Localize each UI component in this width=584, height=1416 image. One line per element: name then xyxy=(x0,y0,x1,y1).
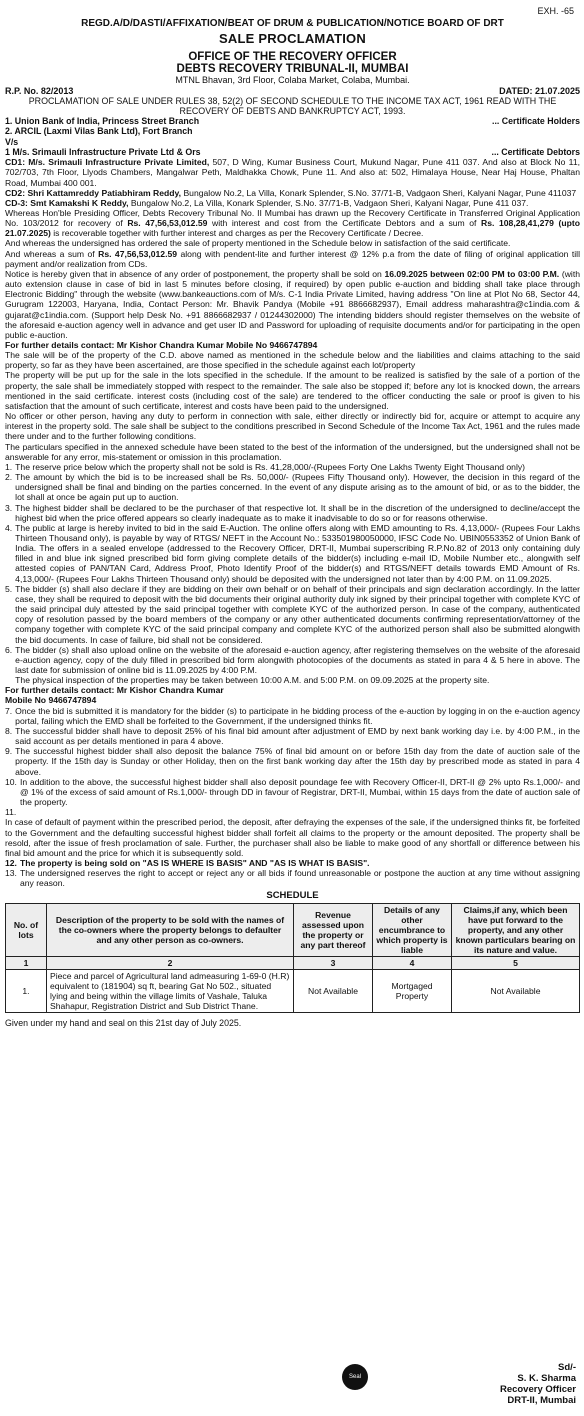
document-title: SALE PROCLAMATION xyxy=(219,31,366,46)
column-header: Description of the property to be sold with the names of the co-owners where the property belongs to defaulter and any other person as co-owners. xyxy=(47,904,294,957)
column-number: 2 xyxy=(47,957,294,970)
interest-paragraph: And whereas a sum of Rs. 47,56,53,012.59 along with pendent-lite and further interest @ 12% p.a from the date of filing of original application till payment and/or realization from CDs. xyxy=(5,248,580,269)
schedule-title: SCHEDULE xyxy=(266,890,319,902)
contact-mobile: Mobile No 9466747894 xyxy=(5,695,97,706)
condition-item: 9. The successful highest bidder shall also deposit the balance 75% of final bid amount on or before 15th day from the date of auction sale of the property. If the 15th day is Sunday or other Holiday, then on the first bank working day after the 15th day by prescribed mode as stated in para 4 above. xyxy=(5,746,580,777)
condition-item: 2. The amount by which the bid is to be increased shall be Rs. 50,000/- (Rupees Fifty Thousand only). However, the decision in this regard of the undersigned shall be final and binding on the parties concerned. In the event of any dispute arising as to the amount of bid, or as to the bidder, the lot shall at once be again put up to auction. xyxy=(5,472,580,503)
contact-line: For further details contact: Mr Kishor Chandra Kumar Mobile No 9466747894 xyxy=(5,340,318,350)
exhibit-number: EXH. -65 xyxy=(537,6,574,16)
column-header: No. of lots xyxy=(6,904,47,957)
claims: Not Available xyxy=(452,970,580,1013)
signature-block xyxy=(500,1362,576,1406)
recovery-certificate-paragraph: Whereas Hon'ble Presiding Officer, Debts Recovery Tribunal No. II Mumbai has drawn up the Recovery Certificate in Transferred Original Application No. 103/2012 for recovery of Rs. 47,56,53,012.59 with interest and cost from the Certificate Debtors and a sum of Rs. 108,28,41,279 (upto 21.07.2025) is recoverable together with further interest and charges as per the Recovery Certificate / Decree. xyxy=(5,207,581,239)
office-address: MTNL Bhavan, 3rd Floor, Colaba Market, Colaba, Mumbai. xyxy=(175,75,410,85)
column-number: 1 xyxy=(6,957,47,970)
party-row xyxy=(5,147,580,157)
sale-proclamation-document xyxy=(5,4,580,1412)
document-date: DATED: 21.07.2025 xyxy=(499,86,580,96)
reference-line xyxy=(5,86,580,96)
column-number: 3 xyxy=(294,957,373,970)
column-number: 4 xyxy=(373,957,452,970)
condition-item: 5. The bidder (s) shall also declare if they are bidding on their own behalf or on behalf of their principals and sign declaration accordingly. In the latter case, they shall be required to deposit with the bid documents their original authority duly ink signed by their principal together with complete KYC of the said principal duly attested by the said principal together with complete KYC of the authorized person. In case of the company, authenticated copy of resolution passed by the board members of the company or any other authenticated documents confirming representation/attorney of the company together with complete KYC of the said principal company and complete KYC of the authorized person shall also be submitted alongwith the bid documents. In case of failure, bid shall not be considered. xyxy=(5,583,580,645)
schedule-number-row xyxy=(6,957,580,970)
revenue-assessed: Not Available xyxy=(294,970,373,1013)
signatory-office: DRT-II, Mumbai xyxy=(507,1395,576,1406)
condition-item: 8. The successful bidder shall have to deposit 25% of his final bid amount after adjustment of EMD by next bank working day i.e. by 4:00 P.M., in the said account as per details mentioned in para 4 above. xyxy=(5,725,580,747)
condition-item: 12. The property is being sold on "AS IS WHERE IS BASIS" AND "AS IS WHAT IS BASIS". xyxy=(5,857,370,868)
auction-notice-paragraph: Notice is hereby given that in absence of any order of postponement, the property shall be sold on 16.09.2025 between 02:00 PM to 03:00 P.M. (with auto extension clause in case of bid in last 5 minutes before closing, if required) by open public e-auction and bidding shall take place through Electronic Bidding" through the website (www.bankeauctions.com of M/s. C-1 India Private Limited, having address "On line at Plot No 68, Sector 44, Gurugram 122003, Haryana, India, Contact Person: Mr. Bhavik Pandya (Mobile +91 8866682937), Email address maharashtra@c1india.com & gujarat@c1india.com. (Support help Desk No. +91 8866682937 / 01244302000) The intending bidders should register themselves on the website of the aforesaid e-auction agency well in advance and get user ID and Password for uploading of requisite documents and/or for participating in the open public e-auction. xyxy=(5,268,580,340)
condition-item: 13. The undersigned reserves the right to accept or reject any or all bids if found unreasonable or postpone the auction at any time without assigning any reason. xyxy=(5,868,580,889)
column-header: Claims,if any, which been have put forward to the property, and any other known particulars bearing on its nature and value. xyxy=(452,904,580,957)
cd3-address: CD-3: Smt Kamakshi K Reddy, Bungalow No.2, La Villa, Konark Splender, S.No. 37/71-B, Vadgaon Sheri, Kalyani Nagar, Pune 411 037. xyxy=(5,197,529,208)
office-name: OFFICE OF THE RECOVERY OFFICER xyxy=(188,51,397,63)
condition-item: 7. Once the bid is submitted it is mandatory for the bidder (s) to participate in he bidding process of the e-auction by logging in on the e-auction agency portal, failing which the EMD shall be forfeited to the Government, if the undersigned thinks fit. xyxy=(5,705,580,726)
particulars-paragraph: The particulars specified in the annexed schedule have been stated to the best of the information of the undersigned, but the undersigned shall not be answerable for any error, mis-statement or omission in this proclamation. xyxy=(5,441,580,462)
condition-item: 4. The public at large is hereby invited to bid in the said E-Auction. The online offers along with EMD amounting to Rs. 4,13,000/- (Rupees Four Lakhs Thirteen Thousand only), is payable by way of RTGS/ NEFT in the Account No.: 533501980050000, IFSC Code No. UBIN0553352 of Union Bank of India. The offers in a sealed envelope (addressed to the Recovery Officer, DRT-II, Mumbai superscribing R.P.No.82 of 2013 only containing duly filled in and blue ink signed prescribed bid form giving complete details of the bidder(s) including e-mail ID, Mobile Number etc., alongwith self attested copies of PAN/TAN Card, Address Proof, Photo Identify Proof of the bidder(s) and RTGS/NEFT details towards EMD Amount of Rs. 4,13,000/- (Rupees Four Lakhs Thirteen Thousand only) should be deposited with the undersigned not later than by 4:00 P.M. on 11.09.2025. xyxy=(5,522,580,584)
header-line: REGD.A/D/DASTI/AFFIXATION/BEAT OF DRUM & PUBLICATION/NOTICE BOARD OF DRT xyxy=(81,18,504,29)
signatory-designation: Recovery Officer xyxy=(499,1384,576,1395)
property-sale-paragraph: The sale will be of the property of the C.D. above named as mentioned in the schedule below and the liabilities and claims attaching to the said property, so far as they have been ascertained, are those specified in the schedule against each lot/property xyxy=(5,350,580,371)
table-row xyxy=(6,970,580,1013)
lots-paragraph: The property will be put up for the sale in the lots specified in the schedule. If the amount to be realized is satisfied by the sale of a portion of the property, the sale shall be immediately stopped with respect to the remainder. The sale also be stopped if; before any lot is knocked down, the arrears mentioned in the said certificate. interest costs (including cost of the sale) are tendered to the officer conducting the sale or proof is given to his satisfaction that the amount of such certificate, interest and costs have been paid to the undersigned. xyxy=(5,370,580,411)
schedule-table xyxy=(5,903,580,1013)
column-header: Details of any other encumbrance to which property is liable xyxy=(373,904,452,957)
party-row xyxy=(5,116,580,126)
debtor-role: ... Certificate Debtors xyxy=(491,146,580,157)
condition-item: 3. The highest bidder shall be declared to be the purchaser of that respective lot. It shall be in the discretion of the undersigned to decline/accept the highest bid when the price offered appears so clearly inadequate as to make it inadvisable to do so or for reasons otherwise. xyxy=(5,502,580,523)
party-role: ... Certificate Holders xyxy=(492,116,580,126)
column-number: 5 xyxy=(452,957,580,970)
default-paragraph: In case of default of payment within the prescribed period, the deposit, after defraying the expenses of the sale, if the undersigned thinks fit, be forfeited to the Government and the defaulting successful highest bidder shall forfeit all claims to the property or the amount deposited. The property shall be resold, after the issue of fresh proclamation of sale. Further, the purchaser shall also be liable to make good of any shortfall or difference between his final bid amount and the price for which it is subsequently sold. xyxy=(5,817,580,858)
given-under-hand: Given under my hand and seal on this 21st day of July 2025. xyxy=(5,1018,242,1029)
column-header: Revenue assessed upon the property or any part thereof xyxy=(294,904,373,957)
condition-item: 6. The bidder (s) shall also upload online on the website of the aforesaid e-auction agency, after registering themselves on the website of the aforesaid e-auction agency, copy of the duly filled in prescribed bid form alongwith photocopies of the documents as stated in para 4 & 5 here in above. The last date for submission of online bid is 11.09.2025 by 4:00 P.M. The physical inspection of the properties may be taken between 10:00 A.M. and 5:00 P.M. on 09.09.2025 at the property site. xyxy=(5,644,580,686)
tribunal-name: DEBTS RECOVERY TRIBUNAL-II, MUMBAI xyxy=(176,63,409,75)
rp-number: R.P. No. 82/2013 xyxy=(5,86,74,96)
party-1: 1. Union Bank of India, Princess Street Branch xyxy=(5,116,200,126)
encumbrance: Mortgaged Property xyxy=(373,970,452,1013)
seal-stamp: Seal xyxy=(342,1364,368,1390)
party-row xyxy=(5,126,580,136)
condition-item: 11. xyxy=(5,807,17,818)
sd-mark: Sd/- xyxy=(558,1362,576,1373)
versus: V/s xyxy=(5,136,19,147)
party-2: 2. ARCIL (Laxmi Vilas Bank Ltd), Fort Branch xyxy=(5,126,193,137)
contact-line-2: For further details contact: Mr Kishor Chandra Kumar xyxy=(5,685,224,696)
sale-order-paragraph: And whereas the undersigned has ordered the sale of property mentioned in the Schedule below in satisfaction of the said certificate. xyxy=(5,238,511,249)
property-description: Piece and parcel of Agricultural land admeasuring 1-69-0 (H.R) equivalent to (181904) sq ft, bearing Gat No 502., situated lying and being within the village limits of Vashale, Taluka Shahapur, Registration District and Sub District Thane. xyxy=(47,970,294,1013)
schedule-header-row xyxy=(6,904,580,957)
condition-item: 1. The reserve price below which the property shall not be sold is Rs. 41,28,000/-(Rupees Forty One Lakhs Twenty Eight Thousand only) xyxy=(5,461,526,472)
cd2-address: CD2: Shri Kattamreddy Patiabhiram Reddy, Bungalow No.2, La Villa, Konark Splender, S.No. 37/71-B, Vadgaon Sheri, Kalyani Nagar, Pune 411037 xyxy=(5,187,577,198)
no-officer-paragraph: No officer or other person, having any duty to perform in connection with sale, either directly or indirectly bid for, acquire or attempt to acquire any interest in the property sold. The sale shall be subject to the conditions prescribed in Second Schedule of the Income Tax Act, 1961 and the rules made there under and to the further following conditions. xyxy=(5,411,580,442)
debtor-1: 1 M/s. Srimauli Infrastructure Private Ltd & Ors xyxy=(5,146,201,157)
versus-row xyxy=(5,137,580,147)
proclamation-title: PROCLAMATION OF SALE UNDER RULES 38, 52(2) OF SECOND SCHEDULE TO THE INCOME TAX ACT, 1961 READ WITH THE RECOVERY OF DEBTS AND BANKRUPTCY ACT, 1993. xyxy=(28,96,557,116)
lot-number: 1. xyxy=(6,970,47,1013)
cd1-address: CD1: M/s. Srimauli Infrastructure Private Limited, 507, D Wing, Kumar Business Court, Mukund Nagar, Pune 411 037. And also at Block No 11, 702/703, 7th Floor, Llyods Chambers, Mangalwar Peth, Maldhakka Chowk, Pune 11. And also at: 502, Himalaya House, Near Haj House, Phaltan Road, Mumbai 400 001. xyxy=(5,157,580,188)
condition-item: 10. In addition to the above, the successful highest bidder shall also deposit poundage fee with Recovery Officer-II, DRT-II @ 2% upto Rs.1,000/- and @ 1% of the excess of said amount of Rs.1,000/- through DD in favour of Registrar, DRT-II, Mumbai, within 15 days from the date of auction sale of the property. xyxy=(5,776,580,808)
signatory-name: S. K. Sharma xyxy=(517,1373,576,1384)
